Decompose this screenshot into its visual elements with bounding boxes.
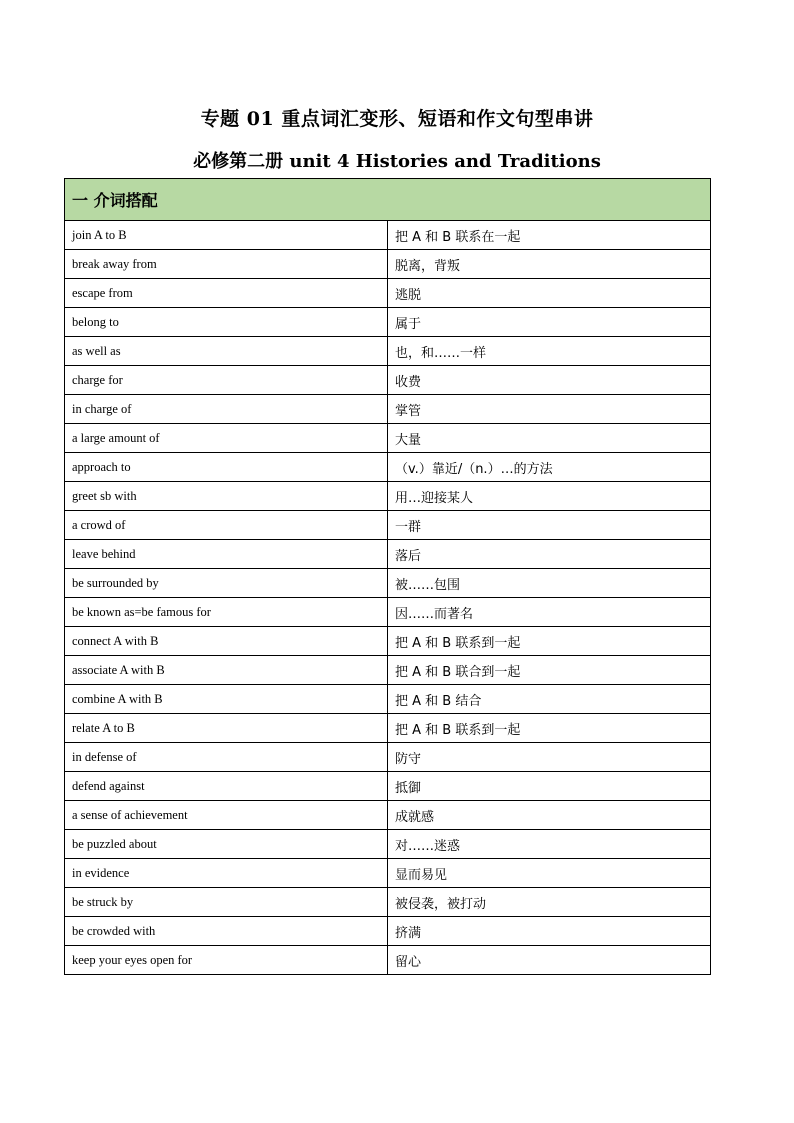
phrase-english: join A to B [65,221,388,250]
phrase-chinese: 把 A 和 B 联系在一起 [388,221,711,250]
phrase-chinese: 把 A 和 B 联系到一起 [388,714,711,743]
phrase-english: keep your eyes open for [65,946,388,975]
phrase-english: be surrounded by [65,569,388,598]
phrase-chinese: 落后 [388,540,711,569]
phrase-chinese: 抵御 [388,772,711,801]
table-row [65,221,711,250]
phrase-chinese: 被侵袭，被打动 [388,888,711,917]
phrase-english: a crowd of [65,511,388,540]
table-row [65,685,711,714]
phrase-chinese: 因……而著名 [388,598,711,627]
phrase-english: in charge of [65,395,388,424]
phrase-chinese: 把 A 和 B 联合到一起 [388,656,711,685]
phrase-english: greet sb with [65,482,388,511]
phrase-chinese: 被……包围 [388,569,711,598]
table-row [65,772,711,801]
phrase-english: connect A with B [65,627,388,656]
phrase-english: charge for [65,366,388,395]
table-row [65,946,711,975]
phrase-chinese: 成就感 [388,801,711,830]
phrase-english: be known as=be famous for [65,598,388,627]
table-row [65,598,711,627]
table-row [65,453,711,482]
table-row [65,569,711,598]
phrase-chinese: 逃脱 [388,279,711,308]
phrase-chinese: 掌管 [388,395,711,424]
phrase-english: escape from [65,279,388,308]
phrase-english: associate A with B [65,656,388,685]
table-row [65,395,711,424]
phrase-chinese: 显而易见 [388,859,711,888]
table-row [65,859,711,888]
phrase-english: relate A to B [65,714,388,743]
phrase-chinese: 把 A 和 B 结合 [388,685,711,714]
phrase-chinese: 也，和……一样 [388,337,711,366]
table-row [65,279,711,308]
phrase-english: be crowded with [65,917,388,946]
table-row [65,743,711,772]
table-row [65,366,711,395]
table-row [65,714,711,743]
phrase-english: in evidence [65,859,388,888]
table-row [65,801,711,830]
phrase-chinese: 属于 [388,308,711,337]
phrase-english: in defense of [65,743,388,772]
table-row [65,424,711,453]
phrase-english: be puzzled about [65,830,388,859]
phrase-chinese: 用…迎接某人 [388,482,711,511]
table-row [65,627,711,656]
table-row [65,482,711,511]
table-row [65,656,711,685]
phrase-chinese: 挤满 [388,917,711,946]
table-row [65,917,711,946]
phrase-english: leave behind [65,540,388,569]
table-row [65,250,711,279]
phrase-table [64,178,711,975]
phrase-english: combine A with B [65,685,388,714]
phrase-english: belong to [65,308,388,337]
phrase-english: a sense of achievement [65,801,388,830]
table-row [65,540,711,569]
phrase-chinese: 大量 [388,424,711,453]
phrase-chinese: 脱离，背叛 [388,250,711,279]
phrase-english: defend against [65,772,388,801]
table-row [65,337,711,366]
phrase-chinese: 收费 [388,366,711,395]
phrase-chinese: 对……迷惑 [388,830,711,859]
phrase-chinese: 留心 [388,946,711,975]
phrase-chinese: （v.）靠近/（n.）…的方法 [388,453,711,482]
document-subtitle: 必修第二册 unit 4 Histories and Traditions [193,151,601,172]
document-title: 专题 01 重点词汇变形、短语和作文句型串讲 [200,108,594,130]
phrase-english: break away from [65,250,388,279]
phrase-english: a large amount of [65,424,388,453]
section-header-row [65,179,711,221]
phrase-english: be struck by [65,888,388,917]
phrase-chinese: 一群 [388,511,711,540]
table-row [65,308,711,337]
table-row [65,830,711,859]
phrase-chinese: 防守 [388,743,711,772]
table-row [65,888,711,917]
phrase-english: approach to [65,453,388,482]
table-row [65,511,711,540]
phrase-english: as well as [65,337,388,366]
section-heading: 一 介词搭配 [65,179,711,221]
phrase-chinese: 把 A 和 B 联系到一起 [388,627,711,656]
